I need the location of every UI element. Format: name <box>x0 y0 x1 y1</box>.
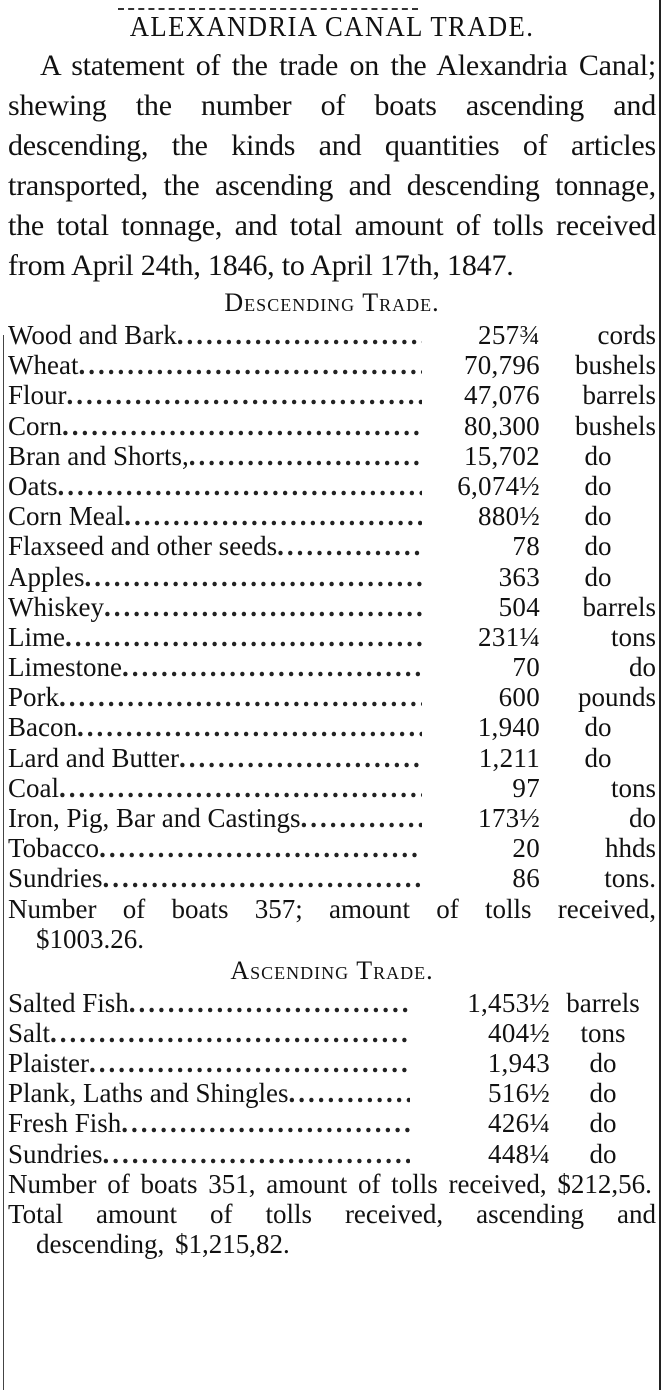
table-row <box>8 773 656 803</box>
column-rule-left <box>3 335 4 1390</box>
item-name: Fresh Fish <box>8 1108 122 1139</box>
item-unit: barrels <box>582 591 656 622</box>
dot-leader <box>277 531 422 561</box>
item-quantity: 86 <box>512 863 540 894</box>
item-quantity: 70,796 <box>463 350 540 381</box>
item-unit: do <box>584 531 612 562</box>
item-quantity: 426¼ <box>488 1108 550 1139</box>
item-quantity: 448¼ <box>488 1138 550 1169</box>
dot-leader <box>58 471 423 501</box>
item-unit: tons. <box>604 863 656 894</box>
item-name: Whiskey <box>8 591 104 622</box>
item-quantity: 404½ <box>488 1017 550 1048</box>
item-unit: do <box>589 1108 617 1139</box>
item-unit: pounds <box>577 682 656 713</box>
table-row <box>8 501 656 531</box>
table-row <box>8 863 656 893</box>
item-name: Apples <box>8 561 85 592</box>
item-unit: cords <box>597 320 656 350</box>
item-name: Corn Meal <box>8 501 125 532</box>
item-unit: do <box>584 712 612 743</box>
ascending-trade-heading: Ascending Trade. <box>230 955 434 985</box>
dot-leader <box>99 833 422 863</box>
dot-leader <box>189 441 422 471</box>
item-quantity: 504 <box>498 591 540 622</box>
item-quantity: 363 <box>498 561 540 592</box>
article-intro: A statement of the trade on the Alexandria Canal; shewing the number of boats ascending and descending, the kinds and quantities of articles transported, the ascending and descending tonnage, the total tonnage, and total amount of tolls received from April 24th, 1846, to April 17th, 1847. <box>8 49 656 282</box>
item-name: Lard and Butter <box>8 742 179 773</box>
dot-leader <box>177 320 422 350</box>
item-quantity: 80,300 <box>463 410 540 441</box>
item-unit: tons <box>580 1017 626 1048</box>
item-name: Salted Fish <box>8 987 129 1018</box>
descending-summary: Number of boats 357; amount of tolls received, $1003.26. <box>8 893 656 954</box>
descending-trade-heading: Descending Trade. <box>224 288 440 317</box>
item-quantity: 97 <box>512 772 540 803</box>
item-name: Bran and Shorts, <box>8 440 189 471</box>
dot-leader <box>179 743 422 773</box>
dot-leader <box>78 350 422 380</box>
item-name: Limestone <box>8 652 122 683</box>
dot-leader <box>59 682 422 712</box>
item-quantity: 257¾ <box>478 320 540 350</box>
item-name: Flour <box>8 380 67 411</box>
dot-leader <box>129 988 410 1018</box>
item-name: Pork <box>8 682 60 713</box>
item-quantity: 78 <box>512 531 540 562</box>
item-unit: do <box>589 1047 617 1078</box>
item-quantity: 1,943 <box>487 1047 550 1078</box>
table-row <box>8 1108 656 1138</box>
table-row <box>8 1018 656 1048</box>
table-row <box>8 743 656 773</box>
dot-leader <box>121 1108 410 1138</box>
item-quantity: 20 <box>512 833 540 864</box>
dot-leader <box>300 803 422 833</box>
table-row <box>8 652 656 682</box>
table-row <box>8 441 656 471</box>
item-name: Plank, Laths and Shingles <box>8 1078 289 1109</box>
table-row <box>8 1048 656 1078</box>
item-quantity: 600 <box>498 682 540 713</box>
table-row <box>8 562 656 592</box>
item-unit: do <box>629 803 656 833</box>
item-name: Flaxseed and other seeds <box>8 531 278 562</box>
item-quantity: 70 <box>512 652 540 683</box>
table-row <box>8 531 656 561</box>
item-unit: do <box>589 1138 617 1169</box>
newspaper-article <box>8 10 656 1259</box>
ascending-summary: Number of boats 351, amount of tolls received, $212,56. <box>8 1168 652 1199</box>
item-name: Salt <box>8 1017 51 1048</box>
item-quantity: 1,211 <box>478 742 540 773</box>
table-row <box>8 1139 656 1169</box>
dot-leader <box>50 1018 410 1048</box>
table-row <box>8 350 656 380</box>
table-row <box>8 471 656 501</box>
table-row <box>8 712 656 742</box>
table-row <box>8 833 656 863</box>
dot-leader <box>89 1048 410 1078</box>
item-name: Sundries <box>8 863 103 894</box>
dot-leader <box>122 652 422 682</box>
table-row <box>8 682 656 712</box>
item-name: Wheat <box>8 350 79 381</box>
item-unit: barrels <box>566 987 640 1018</box>
item-quantity: 231¼ <box>478 621 540 652</box>
dot-leader <box>124 501 422 531</box>
dot-leader <box>67 380 422 410</box>
item-name: Lime <box>8 621 65 652</box>
table-row <box>8 320 656 350</box>
item-unit: do <box>584 440 612 471</box>
descending-trade-table <box>8 320 656 894</box>
item-quantity: 6,074½ <box>457 470 540 501</box>
table-row <box>8 1078 656 1108</box>
item-quantity: 15,702 <box>463 440 540 471</box>
item-quantity: 516½ <box>488 1078 550 1109</box>
ascending-trade-table <box>8 988 656 1169</box>
table-row <box>8 988 656 1018</box>
item-name: Coal <box>8 772 59 803</box>
item-quantity: 47,076 <box>463 380 540 411</box>
table-row <box>8 803 656 833</box>
item-quantity: 1,940 <box>477 712 540 743</box>
item-unit: do <box>584 561 612 592</box>
item-name: Plaister <box>8 1047 89 1078</box>
item-quantity: 1,453½ <box>467 987 550 1018</box>
dot-leader <box>103 1139 411 1169</box>
item-unit: do <box>584 501 612 532</box>
item-unit: tons <box>610 772 656 803</box>
table-row <box>8 411 656 441</box>
dot-leader <box>62 411 422 441</box>
table-row <box>8 622 656 652</box>
item-unit: bushels <box>575 410 656 441</box>
dot-leader <box>288 1078 410 1108</box>
dot-leader <box>65 622 422 652</box>
item-quantity: 880½ <box>478 501 540 532</box>
dot-leader <box>103 863 423 893</box>
dot-leader <box>85 562 423 592</box>
item-name: Iron, Pig, Bar and Castings <box>8 803 301 833</box>
item-unit: do <box>584 470 612 501</box>
item-name: Sundries <box>8 1138 103 1169</box>
item-unit: barrels <box>582 380 656 411</box>
item-name: Wood and Bark <box>8 320 177 350</box>
item-unit: do <box>584 742 612 773</box>
item-quantity: 173½ <box>478 803 540 833</box>
descending-trade-section <box>8 288 656 954</box>
dot-leader <box>59 773 422 803</box>
item-unit: hhds <box>604 833 656 864</box>
item-name: Bacon <box>8 712 77 743</box>
dot-leader <box>77 712 422 742</box>
column-rule-right <box>659 0 661 1390</box>
item-name: Tobacco <box>8 833 100 864</box>
item-unit: do <box>629 652 656 683</box>
table-row <box>8 592 656 622</box>
ascending-trade-section <box>8 956 656 1199</box>
total-tolls-summary: Total amount of tolls received, ascending and descending, $1,215,82. <box>8 1198 656 1259</box>
dot-leader <box>104 592 422 622</box>
table-row <box>8 380 656 410</box>
item-unit: bushels <box>575 350 656 381</box>
item-name: Corn <box>8 410 62 441</box>
article-title: ALEXANDRIA CANAL TRADE. <box>129 11 535 43</box>
item-unit: tons <box>610 621 656 652</box>
item-name: Oats <box>8 470 58 501</box>
item-unit: do <box>589 1078 617 1109</box>
